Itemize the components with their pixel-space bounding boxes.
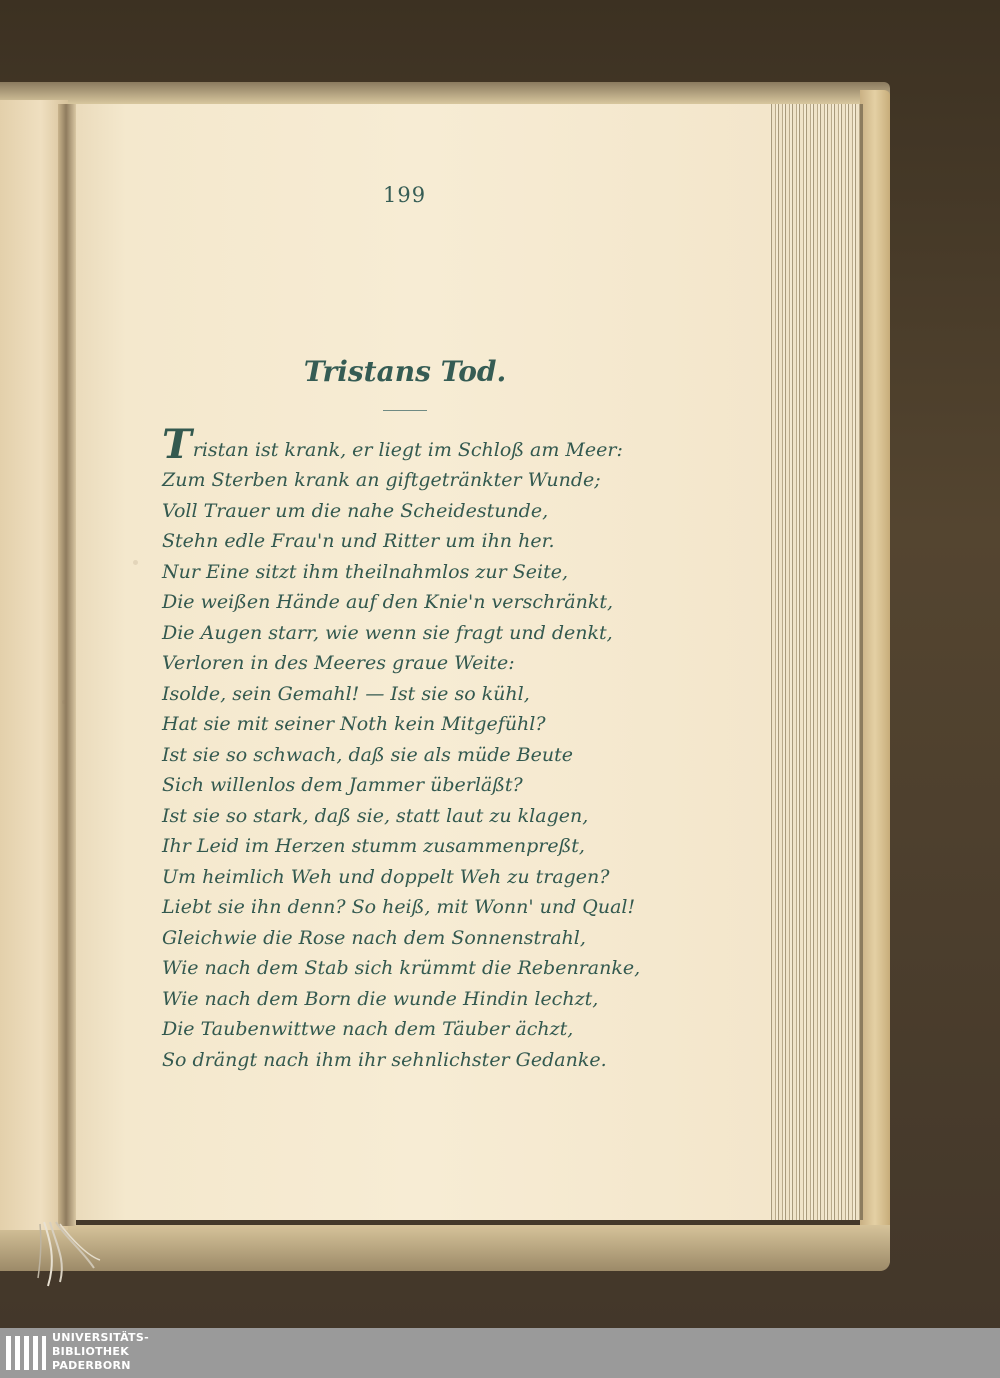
poem-line: Um heimlich Weh und doppelt Weh zu tragen? bbox=[162, 866, 610, 888]
page-number: 199 bbox=[383, 183, 427, 207]
poem-line: Ist sie so stark, daß sie, statt laut zu klagen, bbox=[162, 805, 589, 827]
poem-line: Hat sie mit seiner Noth kein Mitgefühl? bbox=[162, 713, 546, 735]
library-footer bbox=[0, 1328, 1000, 1378]
poem-line: Ist sie so schwach, daß sie als müde Beute bbox=[162, 744, 573, 766]
library-logo-icon bbox=[4, 1332, 48, 1374]
poem-line: Sich willenlos dem Jammer überläßt? bbox=[162, 774, 523, 796]
poem-line: Die weißen Hände auf den Knie'n verschränkt, bbox=[162, 591, 614, 613]
poem-line: Zum Sterben krank an giftgetränkter Wunde; bbox=[162, 469, 601, 491]
poem-line: Isolde, sein Gemahl! — Ist sie so kühl, bbox=[162, 683, 530, 705]
library-name: UNIVERSITÄTS- BIBLIOTHEK PADERBORN bbox=[52, 1331, 149, 1372]
paper-speck bbox=[133, 560, 138, 565]
poem-line: Verloren in des Meeres graue Weite: bbox=[162, 652, 515, 674]
book-cover-top bbox=[0, 82, 890, 104]
poem-title: Tristans Tod. bbox=[303, 355, 507, 388]
poem-line: Voll Trauer um die nahe Scheidestunde, bbox=[162, 500, 549, 522]
poem-line: Stehn edle Frau'n und Ritter um ihn her. bbox=[162, 530, 555, 552]
poem-line: Liebt sie ihn denn? So heiß, mit Wonn' und Qual! bbox=[162, 896, 636, 918]
poem-line: Gleichwie die Rose nach dem Sonnenstrahl, bbox=[162, 927, 586, 949]
poem-line: Nur Eine sitzt ihm theilnahmlos zur Seite, bbox=[162, 561, 568, 583]
book-gutter bbox=[58, 104, 76, 1226]
poem-line: Die Augen starr, wie wenn sie fragt und denkt, bbox=[162, 622, 613, 644]
poem-line: Wie nach dem Stab sich krümmt die Rebenranke, bbox=[162, 957, 641, 979]
poem-line: Wie nach dem Born die wunde Hindin lechzt, bbox=[162, 988, 599, 1010]
poem-line: So drängt nach ihm ihr sehnlichster Gedanke. bbox=[162, 1049, 607, 1071]
poem-line: Tristan ist krank, er liegt im Schloß am Meer: bbox=[162, 421, 623, 468]
ribbon-bookmark-icon bbox=[36, 1220, 106, 1290]
paper-speck bbox=[62, 700, 66, 704]
book-cover-right bbox=[860, 90, 890, 1270]
book-cover-bottom bbox=[0, 1225, 890, 1271]
page-block-edges bbox=[765, 104, 863, 1220]
title-divider bbox=[383, 410, 427, 411]
drop-cap: T bbox=[162, 421, 192, 468]
poem-line: Die Taubenwittwe nach dem Täuber ächzt, bbox=[162, 1018, 574, 1040]
poem-line: Ihr Leid im Herzen stumm zusammenpreßt, bbox=[162, 835, 585, 857]
